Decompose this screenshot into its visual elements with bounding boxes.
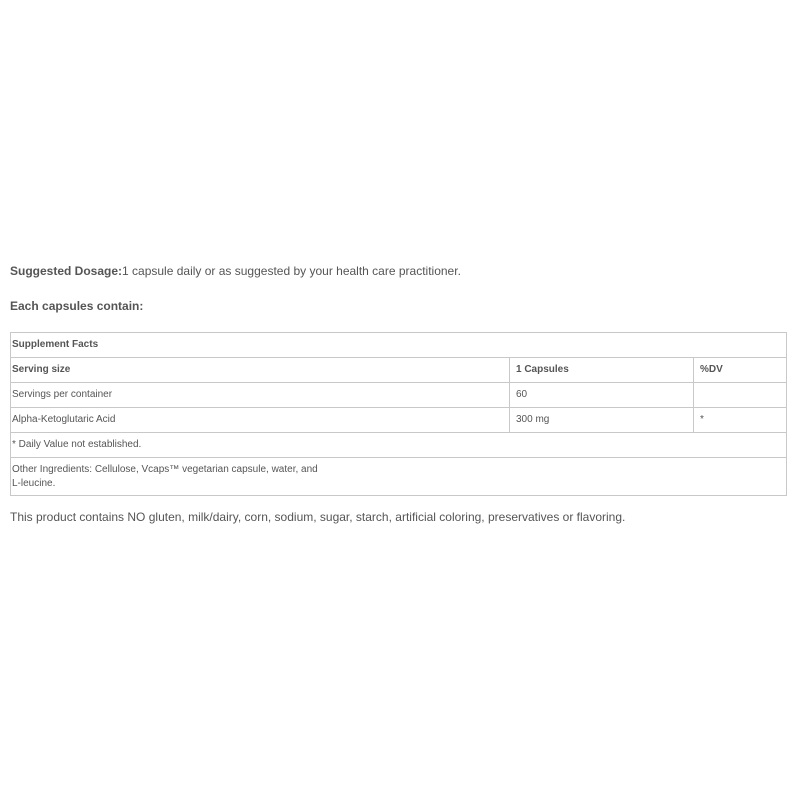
suggested-dosage-label: Suggested Dosage: <box>10 264 123 278</box>
other-ingredients-line-1: Other Ingredients: Cellulose, Vcaps™ vegetarian capsule, water, and <box>12 463 318 475</box>
serving-size-value: 1 Capsules <box>510 358 694 383</box>
each-capsule-heading: Each capsules contain: <box>10 299 144 313</box>
nutrient-dv: * <box>694 408 787 433</box>
table-row <box>11 433 787 458</box>
table-row <box>11 458 787 496</box>
product-info <box>10 262 788 526</box>
suggested-dosage-text: 1 capsule daily or as suggested by your health care practitioner. <box>122 264 461 278</box>
other-ingredients-line-2: L-leucine. <box>12 477 56 489</box>
nutrient-dv <box>694 383 787 408</box>
table-row <box>11 333 787 358</box>
table-row <box>11 383 787 408</box>
nutrient-name: Alpha-Ketoglutaric Acid <box>11 408 510 433</box>
nutrient-amount: 300 mg <box>510 408 694 433</box>
table-row <box>11 408 787 433</box>
table-row <box>11 358 787 383</box>
supplement-facts-title: Supplement Facts <box>11 333 787 358</box>
other-ingredients <box>11 458 787 496</box>
serving-size-label: Serving size <box>11 358 510 383</box>
daily-value-footnote: * Daily Value not established. <box>11 433 787 458</box>
dv-header: %DV <box>694 358 787 383</box>
nutrient-amount: 60 <box>510 383 694 408</box>
suggested-dosage <box>10 262 788 280</box>
supplement-facts-table <box>10 332 787 496</box>
nutrient-name: Servings per container <box>11 383 510 408</box>
allergen-disclaimer: This product contains NO gluten, milk/dairy, corn, sodium, sugar, starch, artificial coloring, preservatives or flavoring. <box>10 510 626 524</box>
